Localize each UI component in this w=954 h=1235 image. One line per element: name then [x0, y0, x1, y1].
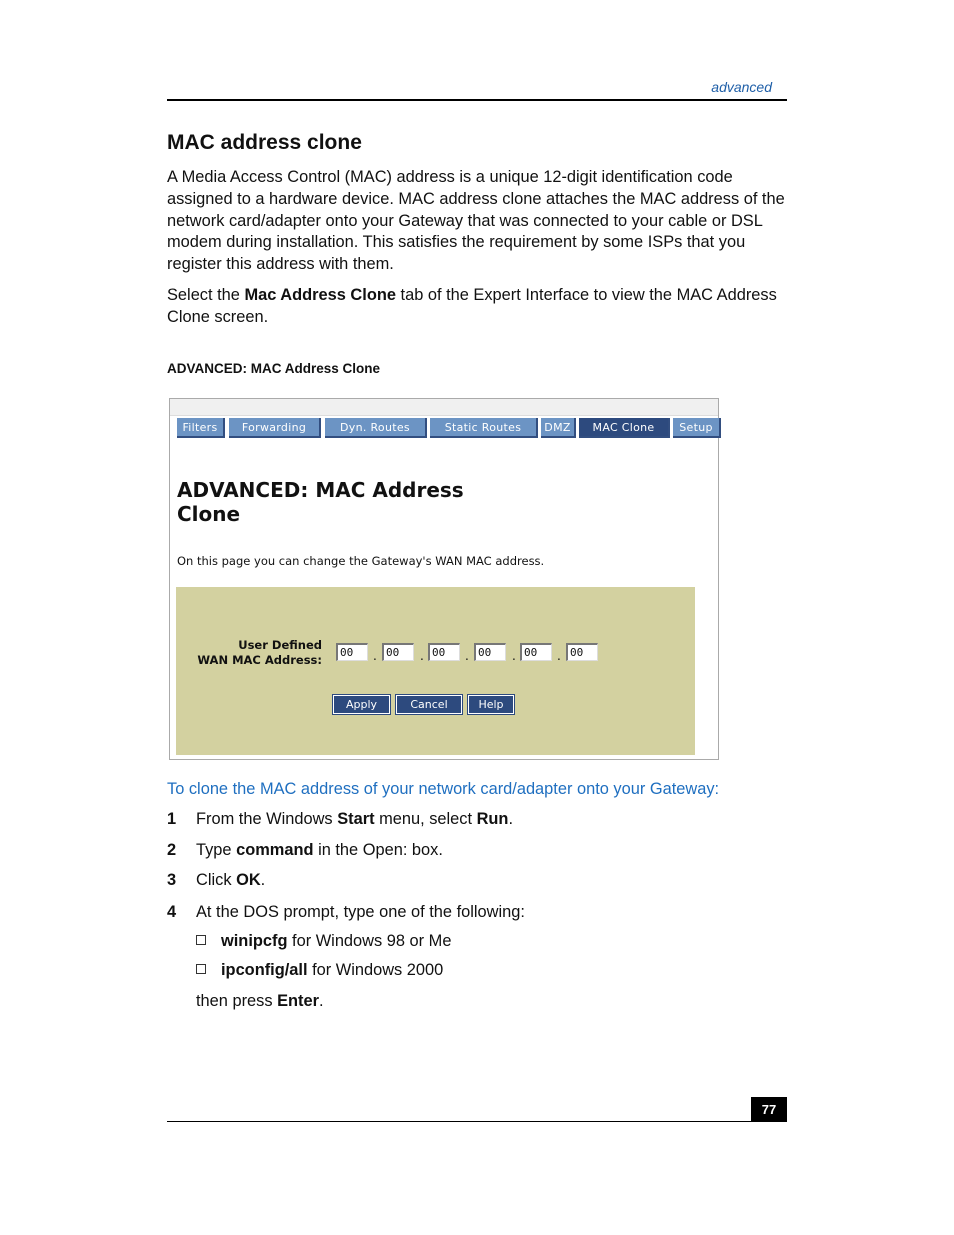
octet-separator: .: [512, 649, 516, 663]
running-header: advanced: [711, 79, 772, 95]
tab-mac-clone[interactable]: MAC Clone: [579, 418, 670, 438]
help-button[interactable]: Help: [468, 695, 514, 714]
footer-rule: [167, 1121, 787, 1122]
mac-form-panel: [176, 587, 695, 755]
mac-octet-1-input[interactable]: 00: [336, 643, 368, 661]
screenshot-page-title: ADVANCED: MAC Address Clone: [177, 478, 464, 526]
bullet-winipcfg: winipcfg for Windows 98 or Me: [196, 932, 451, 951]
bullet-ipconfig: ipconfig/all for Windows 2000: [196, 961, 443, 980]
mac-octet-2-input[interactable]: 00: [382, 643, 414, 661]
intro-paragraph: A Media Access Control (MAC) address is a unique 12-digit identification code assigned to a hardware device. MAC address clone attaches the MAC address of the network card/adapter onto your Gateway that was connected to your cable or DSL modem during installation. This satisfies the requirement by some ISPs that you register this address with them.: [167, 168, 785, 274]
mac-octet-4-input[interactable]: 00: [474, 643, 506, 661]
tab-dmz[interactable]: DMZ: [541, 418, 576, 438]
instruction-paragraph: Select the Mac Address Clone tab of the Expert Interface to view the MAC Address Clone screen.: [167, 286, 777, 326]
tab-dyn-routes[interactable]: Dyn. Routes: [325, 418, 427, 438]
tab-static-routes[interactable]: Static Routes: [430, 418, 538, 438]
section-title: MAC address clone: [167, 131, 362, 154]
octet-separator: .: [420, 649, 424, 663]
octet-separator: .: [465, 649, 469, 663]
apply-button[interactable]: Apply: [333, 695, 390, 714]
wan-mac-label: User Defined WAN MAC Address:: [197, 638, 322, 667]
mac-octet-5-input[interactable]: 00: [520, 643, 552, 661]
mac-octet-6-input[interactable]: 00: [566, 643, 598, 661]
then-press-text: then press Enter.: [196, 992, 324, 1010]
tab-setup[interactable]: Setup: [673, 418, 721, 438]
screenshot-top-bar: [170, 399, 718, 416]
checkbox-bullet-icon: [196, 964, 206, 974]
mac-octet-3-input[interactable]: 00: [428, 643, 460, 661]
cancel-button[interactable]: Cancel: [396, 695, 462, 714]
page-number: 77: [751, 1097, 787, 1121]
mac-clone-screenshot: [169, 398, 719, 760]
figure-caption: ADVANCED: MAC Address Clone: [167, 361, 381, 376]
octet-separator: .: [373, 649, 377, 663]
procedure-heading: To clone the MAC address of your network card/adapter onto your Gateway:: [167, 780, 720, 798]
octet-separator: .: [557, 649, 561, 663]
checkbox-bullet-icon: [196, 935, 206, 945]
tab-filters[interactable]: Filters: [177, 418, 225, 438]
header-rule: [167, 99, 787, 101]
tab-forwarding[interactable]: Forwarding: [229, 418, 321, 438]
screenshot-description: On this page you can change the Gateway's WAN MAC address.: [177, 554, 545, 568]
